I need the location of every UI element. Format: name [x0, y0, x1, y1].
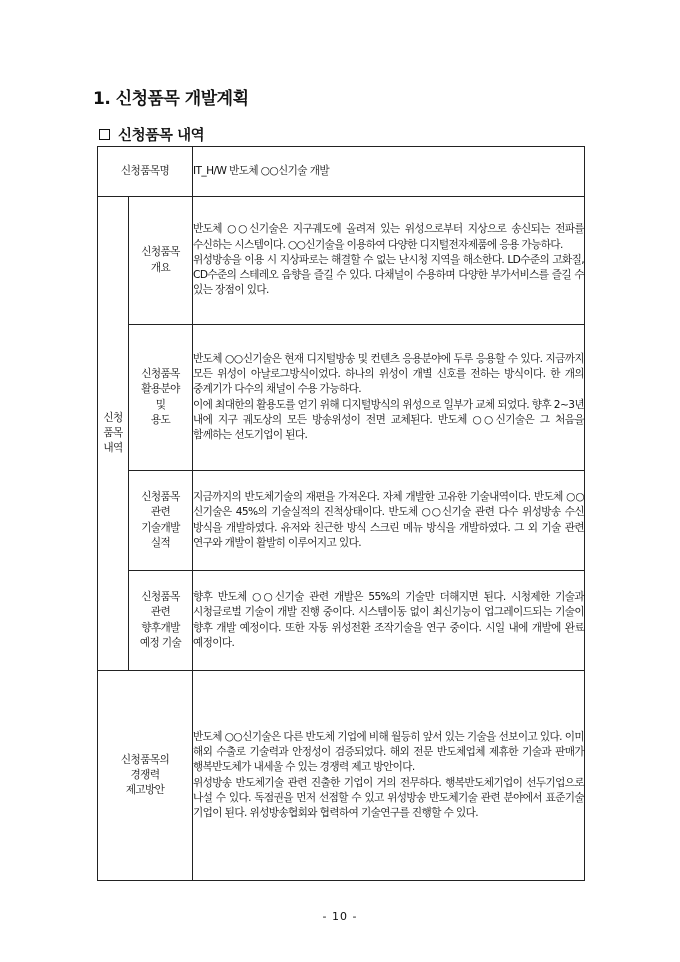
- product-name-row: [98, 147, 585, 197]
- product-name-value: IT_H/W 반도체 ○○신기술 개발: [193, 147, 585, 197]
- row-content-usage: 반도체 ○○신기술은 현재 디지털방송 및 컨텐츠 응용분야에 두루 응용할 수 있다. 지금까지 모든 위성이 아날로그방식이었다. 하나의 위성이 개별 신호를 전하는 방식이다. 한 개의 중계기가 다수의 채널이 수용 가능하다. 이에 최대한의 활용도를 얻기 위해 디지털방식의 위성으로 일부가 교체 되었다. 향후 2~3년 내에 지구 궤도상의 모든 방송위성이 전면 교체된다. 반도체 ○○신기술은 그 처음을 함께하는 선도기업이 된다.: [193, 325, 585, 471]
- page-heading: 1. 신청품목 개발계획: [93, 89, 249, 109]
- section-heading-text: 신청품목 내역: [118, 128, 205, 144]
- section-heading: [99, 124, 204, 145]
- row-content-overview: 반도체 ○○신기술은 지구궤도에 올려져 있는 위성으로부터 지상으로 송신되는 전파를 수신하는 시스템이다. ○○신기술을 이용하여 다양한 디지털전자제품에 응용 가능하다. 위성방송을 이용 시 지상파로는 해결할 수 없는 난시청 지역을 해소한다. LD수준의 고화질, CD수준의 스테레오 음향을 즐길 수 있다. 다채널이 수용하며 다양한 부가서비스를 즐길 수 있는 장점이 있다.: [193, 197, 585, 325]
- group-label: 신청 품목 내역: [98, 197, 129, 671]
- row-label-future-tech: 신청품목 관련 향후개발 예정 기술: [129, 571, 193, 671]
- competitiveness-content: 반도체 ○○신기술은 다른 반도체 기업에 비해 월등히 앞서 있는 기술을 선보이고 있다. 이미 해외 수출로 기술력과 안정성이 검증되었다. 해외 전문 반도체업체 제휴한 기술과 판매가 행복반도체가 내세울 수 있는 경쟁력 제고 방안이다. 위성방송 반도체기술 관련 진출한 기업이 거의 전무하다. 행복반도체기업이 선두기업으로 나설 수 있다. 독점권을 먼저 선점할 수 있고 위성방송 반도체기술 관련 분야에서 표준기술 기업이 된다. 위성방송협회와 협력하여 기술연구를 진행할 수 있다.: [193, 671, 585, 881]
- table-row-competitiveness: [98, 671, 585, 881]
- table-row-overview: [98, 197, 585, 325]
- row-content-future-tech: 향후 반도체 ○○신기술 관련 개발은 55%의 기술만 더해지면 된다. 시청제한 기술과 시청글로벌 기술이 개발 진행 중이다. 시스템이동 없이 최신기능이 업그레이드되는 기술이 향후 개발 예정이다. 또한 자동 위성전환 조작기술을 연구 중이다. 시일 내에 개발에 완료 예정이다.: [193, 571, 585, 671]
- table-row-achievements: [98, 471, 585, 571]
- product-name-label: 신청품목명: [98, 147, 193, 197]
- table-row-future-tech: [98, 571, 585, 671]
- row-label-overview: 신청품목 개요: [129, 197, 193, 325]
- competitiveness-label: 신청품목의 경쟁력 제고방안: [98, 671, 193, 881]
- application-item-table: [97, 146, 585, 881]
- table-row-usage: [98, 325, 585, 471]
- page-number: - 10 -: [322, 910, 358, 923]
- row-content-achievements: 지금까지의 반도체기술의 재편을 가져온다. 자체 개발한 고유한 기술내역이다. 반도체 ○○신기술은 45%의 기술실적의 진척상태이다. 반도체 ○○신기술 관련 다수 위성방송 수신 방식을 개발하였다. 유저와 친근한 방식 스크린 메뉴 방식을 개발하였다. 그 외 기술 관련 연구와 개발이 활발히 이루어지고 있다.: [193, 471, 585, 571]
- row-label-usage: 신청품목 활용분야 및 용도: [129, 325, 193, 471]
- checkbox-icon: [99, 129, 110, 140]
- row-label-achievements: 신청품목 관련 기술개발 실적: [129, 471, 193, 571]
